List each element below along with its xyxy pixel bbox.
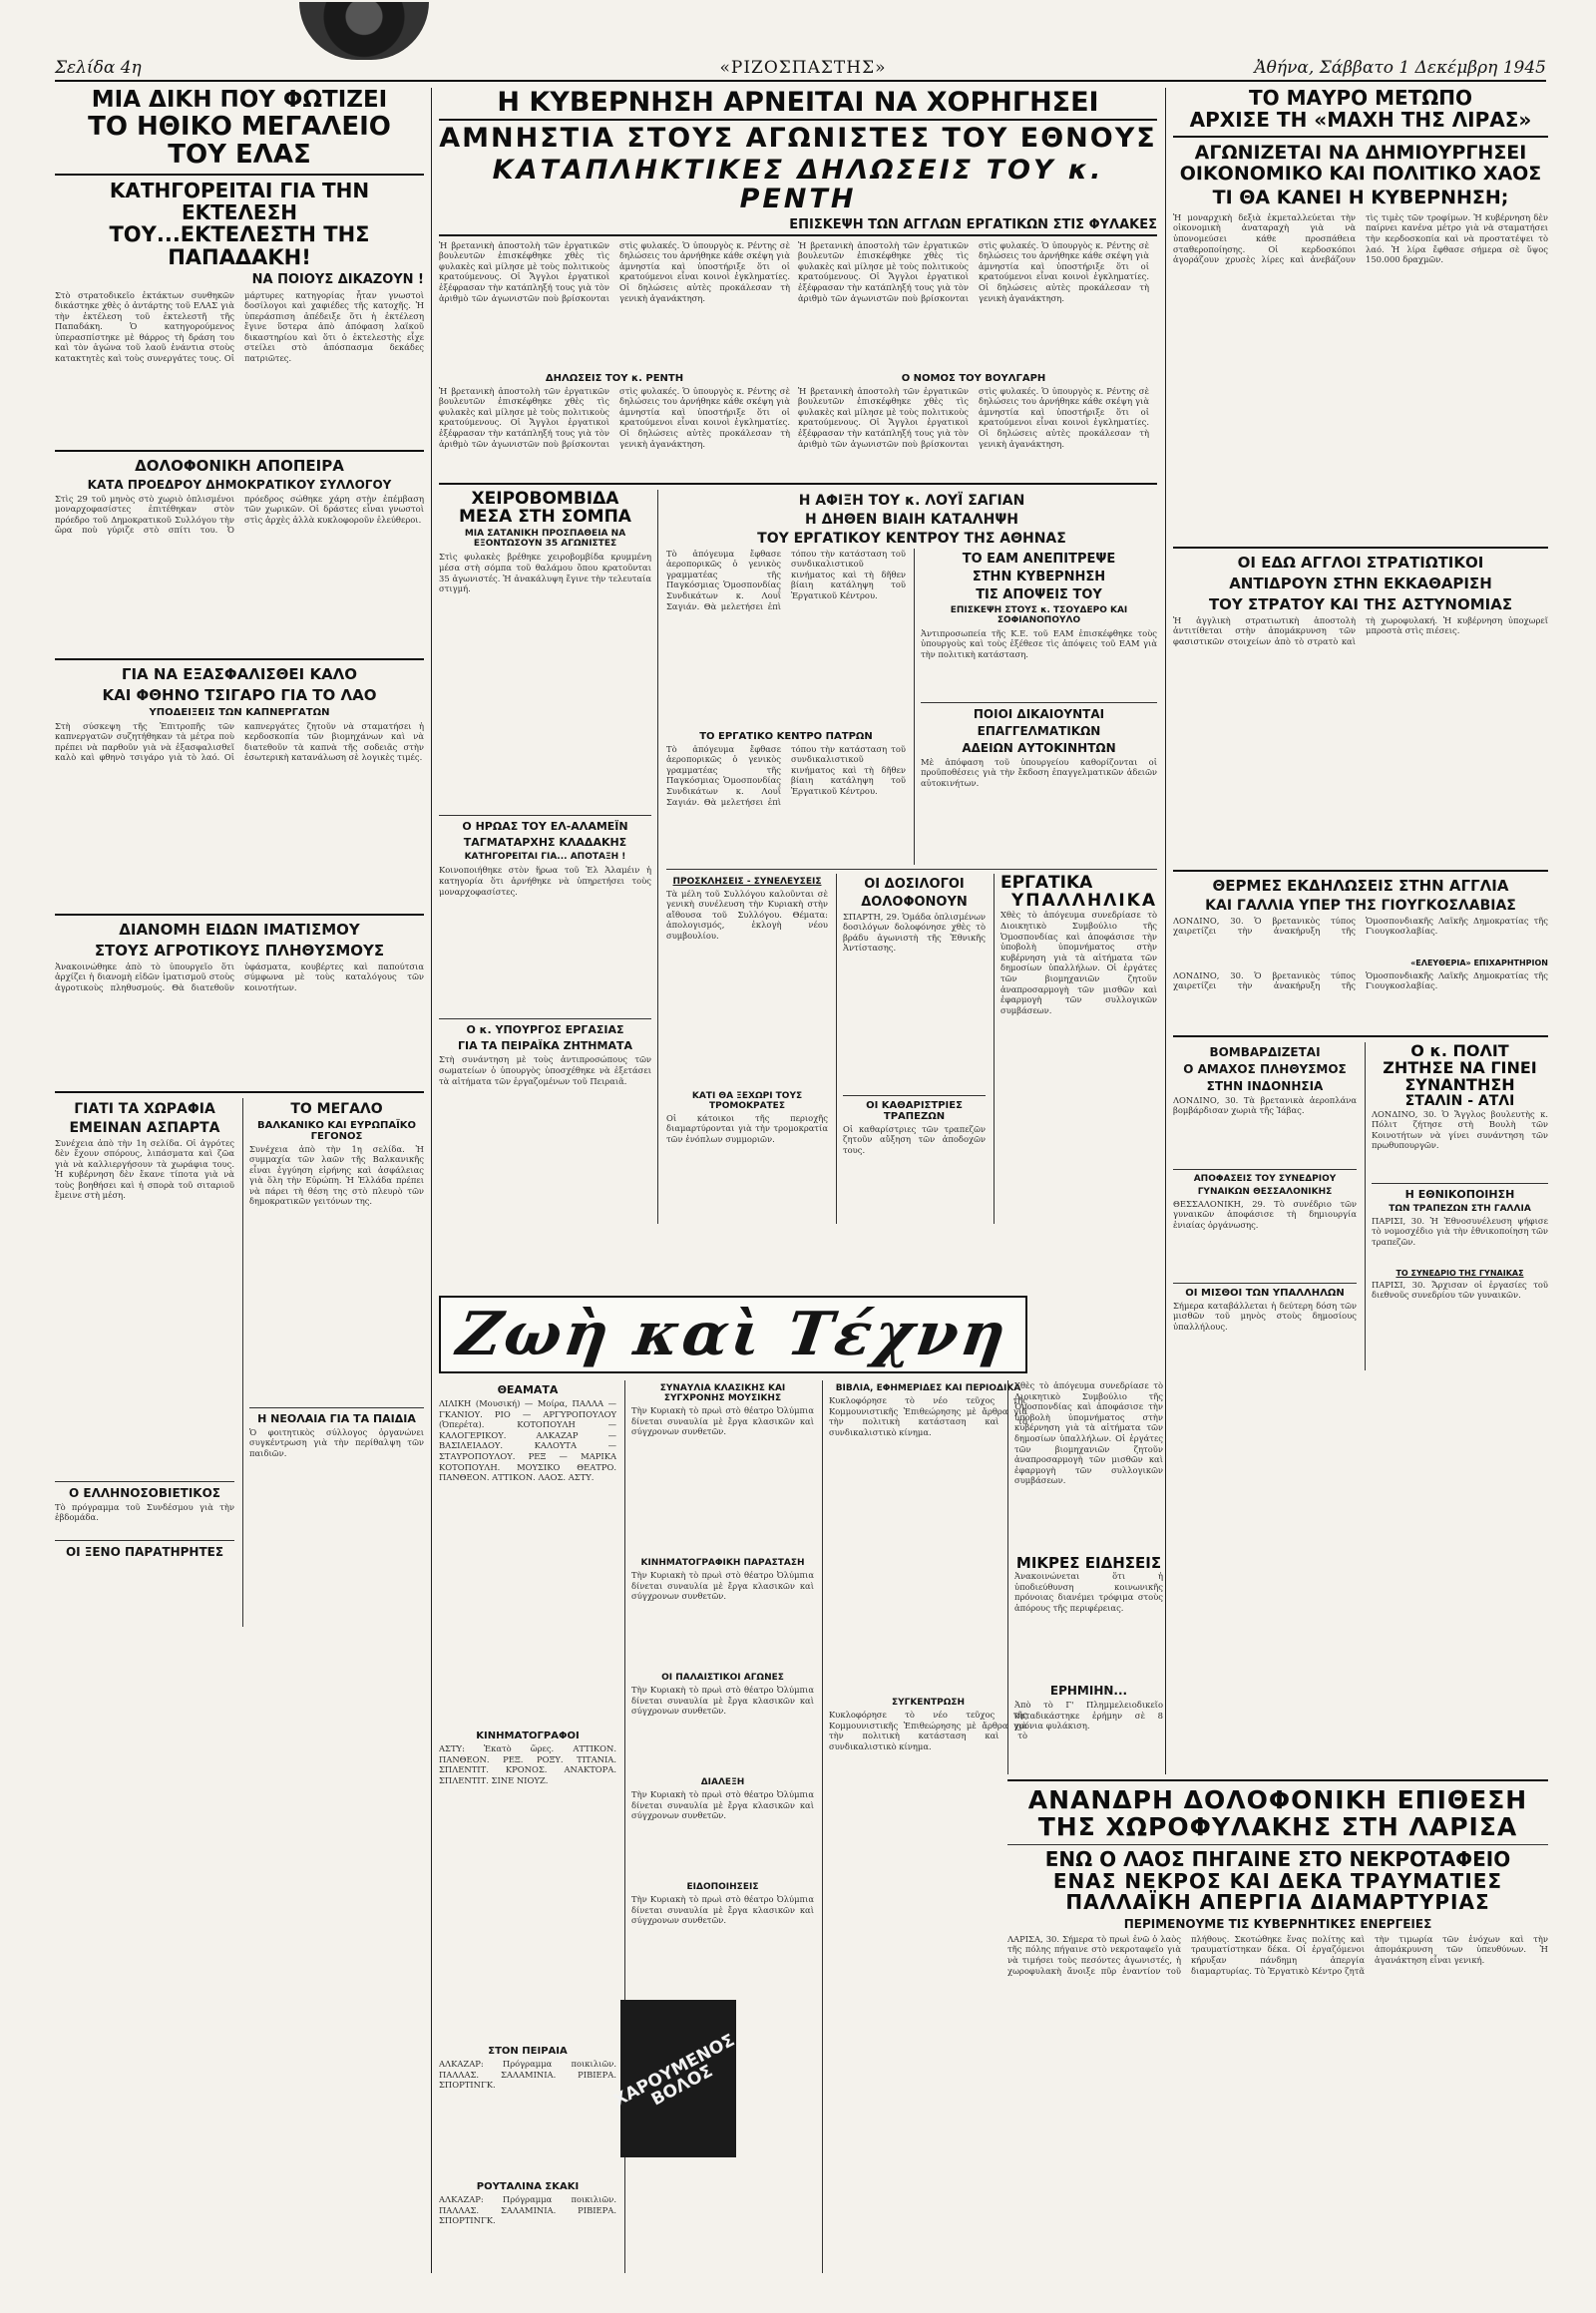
right-column	[1173, 88, 1548, 1774]
subhead: ΔΙΑΛΕΞΗ	[700, 1777, 745, 1787]
headline: ΘΕΡΜΕΣ ΕΚΔΗΛΩΣΕΙΣ ΣΤΗΝ ΑΓΓΛΙΑ	[1212, 876, 1509, 895]
subhead: ΕΙΔΟΠΟΙΗΣΕΙΣ	[686, 1882, 759, 1892]
headline: ΠΟΙΟΙ ΔΙΚΑΙΟΥΝΤΑΙ	[973, 706, 1105, 721]
article-body: Κυκλοφόρησε τὸ νέο τεῦχος τῆς Κομμουνιστικῆς Ἐπιθεώρησης μὲ ἄρθρα γιὰ τὴν πολιτικὴ κατάσταση καὶ τὸ συνδικαλιστικὸ κίνημα.	[829, 1710, 1027, 1751]
headline: ΥΠΑΛΛΗΛΙΚΑ	[1010, 890, 1157, 911]
headline: ΟΙ ΞΕΝΟ ΠΑΡΑΤΗΡΗΤΕΣ	[65, 1544, 224, 1559]
advertisement	[609, 2000, 738, 2157]
subhead: ΣΥΓΚΕΝΤΡΩΣΗ	[891, 1698, 966, 1708]
listing-body: ΑΛΚΑΖΑΡ: Πρόγραμμα ποικιλιῶν. ΠΑΛΛΑΣ. ΣΑΛΑΜΙΝΙΑ. ΡΙΒΙΕΡΑ. ΣΠΟΡΤΙΝΓΚ.	[439, 2194, 616, 2226]
headline: ΓΙΑ ΤΑ ΠΕΙΡΑΪΚΑ ΖΗΤΗΜΑΤΑ	[457, 1039, 632, 1053]
column-rule	[431, 88, 432, 2273]
subhead: ΣΥΝΑΥΛΙΑ ΚΛΑΣΙΚΗΣ ΚΑΙ ΣΥΓΧΡΟΝΗΣ ΜΟΥΣΙΚΗΣ	[659, 1383, 786, 1403]
kicker: «ΕΛΕΥΘΕΡΙΑ» ΕΠΙΧΑΡΗΤΗΡΙΟΝ	[1410, 958, 1548, 967]
headline: ΤΙ ΘΑ ΚΑΝΕΙ Η ΚΥΒΕΡΝΗΣΗ;	[1212, 187, 1509, 209]
headline: ΑΠΟΦΑΣΕΙΣ ΤΟΥ ΣΥΝΕΔΡΙΟΥ	[1193, 1173, 1337, 1184]
kicker: ΜΙΑ ΣΑΤΑΝΙΚΗ ΠΡΟΣΠΑΘΕΙΑ ΝΑ ΕΞΟΝΤΩΣΟΥΝ 35 ΑΓΩΝΙΣΤΕΣ	[464, 529, 626, 550]
headline: ΒΑΛΚΑΝΙΚΟ ΚΑΙ ΕΥΡΩΠΑΪΚΟ ΓΕΓΟΝΟΣ	[256, 1119, 417, 1142]
ad-text: ΧΑΡΟΥΜΕΝΟΣ ΒΟΛΟΣ	[609, 2030, 738, 2112]
subhead: ΟΙ ΠΑΛΑΙΣΤΙΚΟΙ ΑΓΩΝΕΣ	[661, 1673, 784, 1683]
column-rule	[1165, 88, 1166, 1774]
headline: ΓΙΑ ΝΑ ΕΞΑΣΦΑΛΙΣΘΕΙ ΚΑΛΟ	[121, 664, 358, 683]
article-body: ΛΟΝΔΙΝΟ, 30. Τὰ βρετανικὰ ἀεροπλάνα βομβάρδισαν χωριὰ τῆς Ἰάβας.	[1173, 1094, 1357, 1116]
subhead: ΡΟΥΤΑΛΙΝΑ ΣΚΑΚΙ	[476, 2181, 580, 2192]
headline: Η ΝΕΟΛΑΙΑ ΓΙΑ ΤΑ ΠΑΙΔΙΑ	[257, 1411, 416, 1425]
article-body: Στὴ σύσκεψη τῆς Ἐπιτροπῆς τῶν καπνεργατῶν συζητήθηκαν τὰ μέτρα ποὺ πρέπει νὰ παρθοῦν γιὰ νὰ ἐξασφαλισθεῖ καλὸ καὶ φθηνὸ τσιγάρο γιὰ τὸ λαό. Οἱ καπνεργάτες ζητοῦν νὰ σταματήσει ἡ κερδοσκοπία τῶν βιομηχάνων καὶ νὰ διατεθοῦν τὰ καπνὰ τῆς σοδειᾶς στὴν ἐσωτερικὴ κατανάλωση σὲ λογικὲς τιμές.	[55, 720, 424, 763]
headline: ΔΟΛΟΦΟΝΟΥΝ	[861, 894, 968, 910]
headline: ΤΟΥ...ΕΚΤΕΛΕΣΤΗ ΤΗΣ ΠΑΠΑΔΑΚΗ!	[109, 222, 370, 269]
article-body: Ἡ βρετανικὴ ἀποστολὴ τῶν ἐργατικῶν βουλευτῶν ἐπισκέφθηκε χθὲς τὶς φυλακὲς καὶ μίλησε μὲ τοὺς πολιτικοὺς κρατούμενους. Οἱ Ἄγγλοι ἐργατικοὶ ἐξέφρασαν τὴν κατάπληξή τους γιὰ τὸν ἀριθμὸ τῶν ἀγωνιστῶν ποὺ βρίσκονται στὶς φυλακές. Ὁ ὑπουργὸς κ. Ρέντης σὲ δηλώσεις του ἀρνήθηκε κάθε σκέψη γιὰ ἀμνηστία καὶ ὑποστήριξε ὅτι οἱ κρατούμενοι εἶναι κοινοὶ ἐγκληματίες. Οἱ δηλώσεις αὐτὲς προκάλεσαν τὴ γενικὴ ἀγανάκτηση.	[439, 239, 790, 303]
headline: ΤΟΥ ΣΤΡΑΤΟΥ ΚΑΙ ΤΗΣ ΑΣΤΥΝΟΜΙΑΣ	[1208, 594, 1513, 613]
headline: ΜΙΚΡΕΣ ΕΙΔΗΣΕΙΣ	[1015, 1554, 1162, 1572]
subhead: ΣΤΟΝ ΠΕΙΡΑΙΑ	[488, 2046, 568, 2057]
short-news	[1007, 1380, 1163, 1774]
kicker: ΚΑΤΗΓΟΡΕΙΤΑΙ ΓΙΑ... ΑΠΟΤΑΞΗ !	[464, 852, 626, 863]
headline: ΣΤΟΥΣ ΑΓΡΟΤΙΚΟΥΣ ΠΛΗΘΥΣΜΟΥΣ	[94, 941, 385, 960]
headline: Ο ΗΡΩΑΣ ΤΟΥ ΕΛ-ΑΛΑΜΕΪΝ	[462, 820, 628, 834]
headline: ΟΙ ΕΔΩ ΑΓΓΛΟΙ ΣΤΡΑΤΙΩΤΙΚΟΙ	[1237, 553, 1484, 572]
article-body: Οἱ κάτοικοι τῆς περιοχῆς διαμαρτύρονται γιὰ τὴν τρομοκρατία τῶν ἐνόπλων συμμοριῶν.	[666, 1112, 828, 1144]
headline: ΓΙΑΤΙ ΤΑ ΧΩΡΑΦΙΑ	[74, 1100, 215, 1117]
article-body: Τὸ πρόγραμμα τοῦ Συνδέσμου γιὰ τὴν ἑβδομάδα.	[55, 1501, 234, 1523]
article-body: Κυκλοφόρησε τὸ νέο τεῦχος τῆς Κομμουνιστικῆς Ἐπιθεώρησης μὲ ἄρθρα γιὰ τὴν πολιτικὴ κατάσταση καὶ τὸ συνδικαλιστικὸ κίνημα.	[829, 1395, 1027, 1437]
article-body: Συνέχεια ἀπὸ τὴν 1η σελίδα. Οἱ ἀγρότες δὲν ἔχουν σπόρους, λιπάσματα καὶ ζῶα γιὰ νὰ καλλιεργήσουν τὰ χωράφια τους. Ἡ κυβέρνηση δὲν ἔκανε τίποτα γιὰ νὰ τοὺς βοηθήσει καὶ ἡ σπορὰ τοῦ σιταριοῦ ἔμεινε στὴ μέση.	[55, 1137, 234, 1201]
headline: ΤΩΝ ΤΡΑΠΕΖΩΝ ΣΤΗ ΓΑΛΛΙΑ	[1389, 1203, 1531, 1214]
headline: Ο κ. ΥΠΟΥΡΓΟΣ ΕΡΓΑΣΙΑΣ	[466, 1023, 624, 1037]
article-body: Ἡ βρετανικὴ ἀποστολὴ τῶν ἐργατικῶν βουλευτῶν ἐπισκέφθηκε χθὲς τὶς φυλακὲς καὶ μίλησε μὲ τοὺς πολιτικοὺς κρατούμενους. Οἱ Ἄγγλοι ἐργατικοὶ ἐξέφρασαν τὴν κατάπληξή τους γιὰ τὸν ἀριθμὸ τῶν ἀγωνιστῶν ποὺ βρίσκονται στὶς φυλακές. Ὁ ὑπουργὸς κ. Ρέντης σὲ δηλώσεις του ἀρνήθηκε κάθε σκέψη γιὰ ἀμνηστία καὶ ὑποστήριξε ὅτι οἱ κρατούμενοι εἶναι κοινοὶ ἐγκληματίες. Οἱ δηλώσεις αὐτὲς προκάλεσαν τὴ γενικὴ ἀγανάκτηση.	[798, 385, 1149, 449]
article-body: ΠΑΡΙΣΙ, 30. Ἡ Ἐθνοσυνέλευση ψήφισε τὸ νομοσχέδιο γιὰ τὴν ἐθνικοποίηση τῶν τραπεζῶν.	[1372, 1215, 1548, 1247]
article-body: ΛΑΡΙΣΑ, 30. Σήμερα τὸ πρωὶ ἐνῶ ὁ λαὸς τῆς πόλης πήγαινε στὸ νεκροταφεῖο γιὰ νὰ τιμήσει τοὺς πεσόντες ἀγωνιστές, ἡ χωροφυλακὴ ἄνοιξε πῦρ ἐναντίον τοῦ πλήθους. Σκοτώθηκε ἕνας πολίτης καὶ τραυματίστηκαν δέκα. Οἱ ἐργαζόμενοι κήρυξαν πάνδημη ἀπεργία διαμαρτυρίας. Τὸ Ἐργατικὸ Κέντρο ζητᾶ τὴν τιμωρία τῶν ἐνόχων καὶ τὴν ἀπομάκρυνση τῶν ὑπευθύνων. Ἡ ἀγανάκτηση εἶναι γενική.	[1007, 1933, 1548, 1976]
larisa-story	[1007, 1779, 1548, 2273]
headline: ΜΕΣΑ ΣΤΗ ΣΟΜΠΑ	[459, 506, 631, 527]
article-body: Τὸ ἀπόγευμα ἔφθασε ἀεροπορικῶς ὁ γενικὸς γραμματέας τῆς Παγκόσμιας Ὁμοσπονδίας Συνδικάτων κ. Λουΐ Σαγιάν. Θὰ μελετήσει ἐπὶ τόπου τὴν κατάσταση τοῦ συνδικαλιστικοῦ κινήματος καὶ τὴ δῆθεν βίαιη κατάληψη τοῦ Ἐργατικοῦ Κέντρου.	[666, 743, 906, 807]
headline: ΤΟ ΣΥΝΕΔΡΙΟ ΤΗΣ ΓΥΝΑΙΚΑΣ	[1396, 1268, 1524, 1278]
subhead: ΒΙΒΛΙΑ, ΕΦΗΜΕΡΙΔΕΣ ΚΑΙ ΠΕΡΙΟΔΙΚΑ	[835, 1383, 1021, 1393]
headline: Η ΑΦΙΞΗ ΤΟΥ κ. ΛΟΥΪ ΣΑΓΙΑΝ	[798, 492, 1025, 509]
article-body: Τὴν Κυριακὴ τὸ πρωὶ στὸ θέατρο Ὀλύμπια δίνεται συναυλία μὲ ἔργα κλασικῶν καὶ σύγχρονων συνθετῶν.	[631, 1789, 814, 1821]
listing-body: ΛΙΛΙΚΗ (Μουσική) — Μοίρα, ΠΑΛΛΑ — ΓΚΑΝΙΟΥ. ΡΙΟ — ΑΡΓΥΡΟΠΟΥΛΟΥ (Ὀπερέτα). ΚΟΤΟΠΟΥΛΗ — ΚΑΛΟΓΕΡΙΚΟΥ. ΑΛΚΑΖΑΡ — ΒΑΣΙΛΕΙΑΔΟΥ. ΚΑΛΟΥΤΑ — ΣΤΑΥΡΟΠΟΥΛΟΥ. ΡΕΞ — ΜΑΡΙΚΑ ΚΟΤΟΠΟΥΛΗ. ΜΟΥΣΙΚΟ ΘΕΑΤΡΟ. ΠΑΝΘΕΟΝ. ΑΤΤΙΚΟΝ. ΛΑΟΣ. ΑΣΤΥ.	[439, 1398, 616, 1483]
headline: ΟΙ ΔΟΣΙΛΟΓΟΙ	[864, 876, 965, 892]
headline: ΣΤΗΝ ΙΝΔΟΝΗΣΙΑ	[1206, 1078, 1324, 1093]
article-body: Ἡ βρετανικὴ ἀποστολὴ τῶν ἐργατικῶν βουλευτῶν ἐπισκέφθηκε χθὲς τὶς φυλακὲς καὶ μίλησε μὲ τοὺς πολιτικοὺς κρατούμενους. Οἱ Ἄγγλοι ἐργατικοὶ ἐξέφρασαν τὴν κατάπληξή τους γιὰ τὸν ἀριθμὸ τῶν ἀγωνιστῶν ποὺ βρίσκονται στὶς φυλακές. Ὁ ὑπουργὸς κ. Ρέντης σὲ δηλώσεις του ἀρνήθηκε κάθε σκέψη γιὰ ἀμνηστία καὶ ὑποστήριξε ὅτι οἱ κρατούμενοι εἶναι κοινοὶ ἐγκληματίες. Οἱ δηλώσεις αὐτὲς προκάλεσαν τὴ γενικὴ ἀγανάκτηση.	[798, 239, 1149, 303]
article-body: ΠΑΡΙΣΙ, 30. Ἄρχισαν οἱ ἐργασίες τοῦ διεθνοῦς συνεδρίου τῶν γυναικῶν.	[1372, 1279, 1548, 1301]
headline: ΕΝΩ Ο ΛΑΟΣ ΠΗΓΑΙΝΕ ΣΤΟ ΝΕΚΡΟΤΑΦΕΙΟ	[1044, 1847, 1511, 1871]
page-number: Σελίδα 4η	[55, 58, 142, 78]
headline: ΤΟ ΜΕΓΑΛΟ	[290, 1100, 383, 1117]
headline: ΤΗΣ ΧΩΡΟΦΥΛΑΚΗΣ ΣΤΗ ΛΑΡΙΣΑ	[1037, 1812, 1518, 1841]
article-body: ΛΟΝΔΙΝΟ, 30. Ὁ Ἄγγλος βουλευτὴς κ. Πόλιτ ζήτησε στὴ Βουλὴ τῶν Κοινοτήτων νὰ γίνει συνάντηση τῶν πρωθυπουργῶν.	[1372, 1108, 1548, 1151]
headline: ΟΙΚΟΝΟΜΙΚΟ ΚΑΙ ΠΟΛΙΤΙΚΟ ΧΑΟΣ	[1179, 162, 1542, 185]
headline: ΑΝΑΝΔΡΗ ΔΟΛΟΦΟΝΙΚΗ ΕΠΙΘΕΣΗ	[1027, 1785, 1528, 1814]
headline: ΣΤΗΝ ΚΥΒΕΡΝΗΣΗ	[972, 569, 1106, 584]
headline: Ο ΑΜΑΧΟΣ ΠΛΗΘΥΣΜΟΣ	[1183, 1061, 1347, 1076]
headline: Η ΕΘΝΙΚΟΠΟΙΗΣΗ	[1404, 1187, 1515, 1201]
headline: ΕΡΗΜΙΗΝ...	[1049, 1684, 1128, 1699]
headline: Ο κ. ΠΟΛΙΤ	[1410, 1040, 1509, 1060]
headline: ΣΤΑΛΙΝ - ΑΤΛΙ	[1404, 1092, 1515, 1109]
main-headline: ΚΑΤΑΠΛΗΚΤΙΚΕΣ ΔΗΛΩΣΕΙΣ ΤΟΥ κ. ΡΕΝΤΗ	[492, 155, 1104, 215]
headline: ΤΑΓΜΑΤΑΡΧΗΣ ΚΛΑΔΑΚΗΣ	[463, 836, 627, 850]
headline: ΤΟΥ ΕΡΓΑΤΙΚΟΥ ΚΕΝΤΡΟΥ ΤΗΣ ΑΘΗΝΑΣ	[757, 530, 1066, 547]
article-body: Ἡ βρετανικὴ ἀποστολὴ τῶν ἐργατικῶν βουλευτῶν ἐπισκέφθηκε χθὲς τὶς φυλακὲς καὶ μίλησε μὲ τοὺς πολιτικοὺς κρατούμενους. Οἱ Ἄγγλοι ἐργατικοὶ ἐξέφρασαν τὴν κατάπληξή τους γιὰ τὸν ἀριθμὸ τῶν ἀγωνιστῶν ποὺ βρίσκονται στὶς φυλακές. Ὁ ὑπουργὸς κ. Ρέντης σὲ δηλώσεις του ἀρνήθηκε κάθε σκέψη γιὰ ἀμνηστία καὶ ὑποστήριξε ὅτι οἱ κρατούμενοι εἶναι κοινοὶ ἐγκληματίες. Οἱ δηλώσεις αὐτὲς προκάλεσαν τὴ γενικὴ ἀγανάκτηση.	[439, 385, 790, 449]
headline: ΚΑΤΙ ΘΑ ΞΕΧΩΡΙ ΤΟΥΣ ΤΡΟΜΟΚΡΑΤΕΣ	[691, 1090, 803, 1111]
headline: ΒΟΜΒΑΡΔΙΖΕΤΑΙ	[1209, 1044, 1321, 1059]
headline: ΟΙ ΚΑΘΑΡΙΣΤΡΙΕΣ ΤΡΑΠΕΖΩΝ	[866, 1099, 963, 1122]
article-body: Στὶς φυλακὲς βρέθηκε χειροβομβίδα κρυμμένη μέσα στὴ σόμπα τοῦ θαλάμου ὅπου κρατοῦνται 35 ἀγωνιστές. Ἡ ἀνακάλυψη ἔγινε τὴν τελευταία στιγμή.	[439, 552, 651, 594]
article-body: ΣΠΑΡΤΗ, 29. Ὁμάδα ὁπλισμένων δοσιλόγων δολοφόνησε χθὲς τὸ βράδυ ἀγωνιστὴ τῆς Ἐθνικῆς Ἀντίστασης.	[843, 911, 986, 954]
headline: ΤΟ ΗΘΙΚΟ ΜΕΓΑΛΕΙΟ ΤΟΥ ΕΛΑΣ	[88, 111, 391, 170]
left-column	[55, 88, 424, 2273]
headline: ΣΥΝΑΝΤΗΣΗ	[1404, 1075, 1515, 1095]
headline: ΕΡΓΑΤΙΚΑ	[1000, 872, 1093, 893]
main-headline: ΑΜΝΗΣΤΙΑ ΣΤΟΥΣ ΑΓΩΝΙΣΤΕΣ ΤΟΥ ΕΘΝΟΥΣ	[439, 123, 1157, 155]
issue-date: Ἀθήνα, Σάββατο 1 Δεκέμβρη 1945	[1254, 58, 1546, 78]
article-body: Τὴν Κυριακὴ τὸ πρωὶ στὸ θέατρο Ὀλύμπια δίνεται συναυλία μὲ ἔργα κλασικῶν καὶ σύγχρονων συνθετῶν.	[631, 1894, 814, 1926]
article-body: Στὶς 29 τοῦ μηνὸς στὸ χωριὸ ὁπλισμένοι μοναρχοφασίστες ἐπιτέθηκαν στὸν πρόεδρο τοῦ Δημοκρατικοῦ Συλλόγου τὴν ὥρα ποὺ γύριζε στὸ σπίτι του. Ὁ πρόεδρος σώθηκε χάρη στὴν ἐπέμβαση τῶν χωρικῶν. Οἱ δράστες εἶναι γνωστοὶ στὶς ἀρχὲς ἀλλὰ κυκλοφοροῦν ἐλεύθεροι.	[55, 493, 424, 536]
article-body: Χθὲς τὸ ἀπόγευμα συνεδρίασε τὸ Διοικητικὸ Συμβούλιο τῆς Ὁμοσπονδίας καὶ ἀποφάσισε τὴν ὑποβολὴ ὑπομνήματος στὴν κυβέρνηση γιὰ τὰ αἰτήματα τῶν δημοσίων ὑπαλλήλων. Οἱ ἐργάτες τῶν βιομηχανιῶν ζητοῦν ἀναπροσαρμογὴ τῶν μισθῶν καὶ ἐφαρμογὴ τῶν συλλογικῶν συμβάσεων.	[1014, 1380, 1163, 1486]
headline: ΔΟΛΟΦΟΝΙΚΗ ΑΠΟΠΕΙΡΑ	[135, 456, 344, 475]
headline: ΖΗΤΗΣΕ ΝΑ ΓΙΝΕΙ	[1383, 1058, 1537, 1077]
listing-body: ΑΣΤΥ: Ἑκατὸ ὥρες. ΑΤΤΙΚΟΝ. ΠΑΝΘΕΟΝ. ΡΕΞ. ΡΟΞΥ. ΤΙΤΑΝΙΑ. ΣΠΛΕΝΤΙΤ. ΚΡΟΝΟΣ. ΑΝΑΚΤΟΡΑ. ΣΠΛΕΝΤΙΤ. ΣΙΝΕ ΝΙΟΥΖ.	[439, 1743, 616, 1785]
article-body: Τὴν Κυριακὴ τὸ πρωὶ στὸ θέατρο Ὀλύμπια δίνεται συναυλία μὲ ἔργα κλασικῶν καὶ σύγχρονων συνθετῶν.	[631, 1570, 814, 1602]
kicker: ΥΠΟΔΕΙΞΕΙΣ ΤΩΝ ΚΑΠΝΕΡΓΑΤΩΝ	[149, 706, 330, 718]
article-body: ΘΕΣΣΑΛΟΝΙΚΗ, 29. Τὸ συνέδριο τῶν γυναικῶν ἀποφάσισε τὴ δημιουργία ἑνιαίας ὀργάνωσης.	[1173, 1198, 1357, 1230]
subhead: ΤΟ ΕΡΓΑΤΙΚΟ ΚΕΝΤΡΟ ΠΑΤΡΩΝ	[699, 730, 873, 742]
headline: ΔΙΑΝΟΜΗ ΕΙΔΩΝ ΙΜΑΤΙΣΜΟΥ	[119, 920, 360, 939]
article-body: Ἀπὸ τὸ Γ' Πλημμελειοδικεῖο καταδικάστηκε ἐρήμην σὲ 8 χρόνια φυλάκιση.	[1014, 1700, 1163, 1732]
headline: ΚΑΙ ΓΑΛΛΙΑ ΥΠΕΡ ΤΗΣ ΓΙΟΥΓΚΟΣΛΑΒΙΑΣ	[1205, 897, 1516, 914]
article-body: Τὴν Κυριακὴ τὸ πρωὶ στὸ θέατρο Ὀλύμπια δίνεται συναυλία μὲ ἔργα κλασικῶν καὶ σύγχρονων συνθετῶν.	[631, 1685, 814, 1717]
headline: ΕΠΑΓΓΕΛΜΑΤΙΚΩΝ	[977, 723, 1101, 738]
article-body: Σήμερα καταβάλλεται ἡ δεύτερη δόση τῶν μισθῶν τοῦ μηνὸς στοὺς δημοσίους ὑπαλλήλους.	[1173, 1300, 1357, 1332]
article-body: Συνέχεια ἀπὸ τὴν 1η σελίδα. Ἡ συμμαχία τῶν λαῶν τῆς Βαλκανικῆς εἶναι ἐγγύηση εἰρήνης καὶ ἀσφάλειας γιὰ ὅλη τὴν Εὐρώπη. Ἡ Ἑλλάδα πρέπει νὰ πάρει τὴ θέση της στὸ πλευρὸ τῶν δημοκρατικῶν γειτόνων της.	[249, 1143, 424, 1207]
headline: ΑΓΩΝΙΖΕΤΑΙ ΝΑ ΔΗΜΙΟΥΡΓΗΣΕΙ	[1194, 142, 1527, 165]
article-body: Ἡ ἀγγλικὴ στρατιωτικὴ ἀποστολὴ ἀντιτίθεται στὴν ἀπομάκρυνση τῶν φασιστικῶν στοιχείων ἀπὸ τὸ στρατὸ καὶ τὴ χωροφυλακή. Ἡ κυβέρνηση ὑποχωρεῖ μπροστὰ στὶς πιέσεις.	[1173, 614, 1548, 646]
headline: ΕΜΕΙΝΑΝ ΑΣΠΑΡΤΑ	[69, 1119, 220, 1136]
headline: ΜΙΑ ΔΙΚΗ ΠΟΥ ΦΩΤΙΖΕΙ	[91, 88, 388, 113]
article-body: Τὰ μέλη τοῦ Συλλόγου καλοῦνται σὲ γενικὴ συνέλευση τὴν Κυριακὴ στὴν αἴθουσα τοῦ Συλλόγου. Θέματα: ἀπολογισμός, ἐκλογὴ νέου συμβουλίου.	[666, 888, 828, 941]
headline: ΠΡΟΣΚΛΗΣΕΙΣ - ΣΥΝΕΛΕΥΣΕΙΣ	[672, 876, 822, 887]
article-body: Τὸ ἀπόγευμα ἔφθασε ἀεροπορικῶς ὁ γενικὸς γραμματέας τῆς Παγκόσμιας Ὁμοσπονδίας Συνδικάτων κ. Λουΐ Σαγιάν. Θὰ μελετήσει ἐπὶ τόπου τὴν κατάσταση τοῦ συνδικαλιστικοῦ κινήματος καὶ τὴ δῆθεν βίαιη κατάληψη τοῦ Ἐργατικοῦ Κέντρου.	[666, 548, 906, 611]
kicker: ΕΠΙΣΚΕΨΗ ΣΤΟΥΣ κ. ΤΣΟΥΔΕΡΟ ΚΑΙ ΣΟΦΙΑΝΟΠΟΥΛΟ	[950, 604, 1128, 625]
subhead: ΚΙΝΗΜΑΤΟΓΡΑΦΙΚΗ ΠΑΡΑΣΤΑΣΗ	[640, 1558, 805, 1568]
headline: Ο ΕΛΛΗΝΟΣΟΒΙΕΤΙΚΟΣ	[69, 1485, 220, 1500]
masthead	[55, 56, 1546, 82]
article-body: ΛΟΝΔΙΝΟ, 30. Ὁ βρετανικὸς τύπος χαιρετίζει τὴν ἀνακήρυξη τῆς Ὁμοσπονδιακῆς Λαϊκῆς Δημοκρατίας τῆς Γιουγκοσλαβίας.	[1173, 969, 1548, 991]
kicker: ΝΑ ΠΟΙΟΥΣ ΔΙΚΑΖΟΥΝ !	[251, 271, 424, 287]
headline: ΤΟ ΜΑΥΡΟ ΜΕΤΩΠΟ	[1248, 88, 1473, 110]
culture-section-banner	[439, 1296, 1027, 1373]
headline: ΚΑΤΗΓΟΡΕΙΤΑΙ ΓΙΑ ΤΗΝ ΕΚΤΕΛΕΣΗ	[109, 178, 370, 224]
headline: ΧΕΙΡΟΒΟΜΒΙΔΑ	[471, 488, 619, 509]
subhead: ΚΙΝΗΜΑΤΟΓΡΑΦΟΙ	[476, 1731, 580, 1741]
listing-body: ΑΛΚΑΖΑΡ: Πρόγραμμα ποικιλιῶν. ΠΑΛΛΑΣ. ΣΑΛΑΜΙΝΙΑ. ΡΙΒΙΕΡΑ. ΣΠΟΡΤΙΝΓΚ.	[439, 2059, 616, 2091]
subhead: Ο ΝΟΜΟΣ ΤΟΥ ΒΟΥΛΓΑΡΗ	[901, 372, 1046, 384]
center-column	[439, 88, 1157, 1290]
article-body: Ὁ φοιτητικὸς σύλλογος ὀργανώνει συγκέντρωση γιὰ τὴν περίθαλψη τῶν παιδιῶν.	[249, 1426, 424, 1458]
article-body: Ἀντιπροσωπεία τῆς Κ.Ε. τοῦ ΕΑΜ ἐπισκέφθηκε τοὺς ὑπουργοὺς καὶ τοὺς ἐξέθεσε τὶς ἀπόψεις τοῦ ΕΑΜ γιὰ τὴν πολιτικὴ κατάσταση.	[921, 627, 1157, 659]
article-body: Τὴν Κυριακὴ τὸ πρωὶ στὸ θέατρο Ὀλύμπια δίνεται συναυλία μὲ ἔργα κλασικῶν καὶ σύγχρονων συνθετῶν.	[631, 1405, 814, 1437]
paper-name: «ΡΙΖΟΣΠΑΣΤΗΣ»	[719, 58, 887, 78]
article-body: ΛΟΝΔΙΝΟ, 30. Ὁ βρετανικὸς τύπος χαιρετίζει τὴν ἀνακήρυξη τῆς Ὁμοσπονδιακῆς Λαϊκῆς Δημοκρατίας τῆς Γιουγκοσλαβίας.	[1173, 915, 1548, 937]
article-body: Στὴ συνάντηση μὲ τοὺς ἀντιπροσώπους τῶν σωματείων ὁ ὑπουργὸς ὑποσχέθηκε νὰ ἐξετάσει τὰ αἰτήματα τῶν ἐργαζομένων τοῦ Πειραιᾶ.	[439, 1054, 651, 1086]
article-body: Χθὲς τὸ ἀπόγευμα συνεδρίασε τὸ Διοικητικὸ Συμβούλιο τῆς Ὁμοσπονδίας καὶ ἀποφάσισε τὴν ὑποβολὴ ὑπομνήματος στὴν κυβέρνηση γιὰ τὰ αἰτήματα τῶν δημοσίων ὑπαλλήλων. Οἱ ἐργάτες τῶν βιομηχανιῶν ζητοῦν ἀναπροσαρμογὴ τῶν μισθῶν καὶ ἐφαρμογὴ τῶν συλλογικῶν συμβάσεων.	[1000, 910, 1157, 1015]
article-body: Ἀνακοινώθηκε ἀπὸ τὸ ὑπουργεῖο ὅτι ἀρχίζει ἡ διανομὴ εἰδῶν ἱματισμοῦ στοὺς ἀγροτικοὺς πληθυσμούς. Θὰ διατεθοῦν ὑφάσματα, κουβέρτες καὶ παπούτσια σύμφωνα μὲ τοὺς καταλόγους τῶν κοινοτήτων.	[55, 961, 424, 992]
headline: ΠΑΛΛΑΪΚΗ ΑΠΕΡΓΙΑ ΔΙΑΜΑΡΤΥΡΙΑΣ	[1065, 1890, 1490, 1915]
section-title: Ζωὴ καὶ Τέχνη	[453, 1300, 1013, 1369]
headline: ΤΟ ΕΑΜ ΑΝΕΠΙΤΡΕΨΕ	[962, 551, 1116, 567]
headline: ΑΔΕΙΩΝ ΑΥΤΟΚΙΝΗΤΩΝ	[962, 740, 1116, 755]
headline: ΤΙΣ ΑΠΟΨΕΙΣ ΤΟΥ	[976, 586, 1102, 602]
subhead: ΘΕΑΜΑΤΑ	[497, 1383, 559, 1396]
masthead-logo	[299, 2, 429, 60]
headline: Η ΔΗΘΕΝ ΒΙΑΙΗ ΚΑΤΑΛΗΨΗ	[805, 511, 1018, 528]
headline: ΕΝΑΣ ΝΕΚΡΟΣ ΚΑΙ ΔΕΚΑ ΤΡΑΥΜΑΤΙΕΣ	[1052, 1868, 1503, 1893]
main-headline: Η ΚΥΒΕΡΝΗΣΗ ΑΡΝΕΙΤΑΙ ΝΑ ΧΟΡΗΓΗΣΕΙ	[439, 88, 1157, 121]
article-body: Κοινοποιήθηκε στὸν ἥρωα τοῦ Ἐλ Ἀλαμέιν ἡ κατηγορία ὅτι ἀρνήθηκε νὰ ὑπηρετήσει τοὺς μοναρχοφασίστες.	[439, 865, 651, 897]
kicker: ΠΕΡΙΜΕΝΟΥΜΕ ΤΙΣ ΚΥΒΕΡΝΗΤΙΚΕΣ ΕΝΕΡΓΕΙΕΣ	[1123, 1916, 1432, 1931]
subhead: ΔΗΛΩΣΕΙΣ ΤΟΥ κ. ΡΕΝΤΗ	[545, 372, 684, 384]
article-body: Μὲ ἀπόφαση τοῦ ὑπουργείου καθορίζονται οἱ προϋποθέσεις γιὰ τὴν ἔκδοση ἐπαγγελματικῶν ἀδειῶν αὐτοκινήτων.	[921, 756, 1157, 788]
headline: ΚΑΙ ΦΘΗΝΟ ΤΣΙΓΑΡΟ ΓΙΑ ΤΟ ΛΑΟ	[102, 685, 377, 704]
headline: ΟΙ ΜΙΣΘΟΙ ΤΩΝ ΥΠΑΛΛΗΛΩΝ	[1185, 1287, 1345, 1299]
headline: ΑΝΤΙΔΡΟΥΝ ΣΤΗΝ ΕΚΚΑΘΑΡΙΣΗ	[1229, 574, 1492, 592]
article-body: Οἱ καθαρίστριες τῶν τραπεζῶν ζητοῦν αὔξηση τῶν ἀποδοχῶν τους.	[843, 1123, 986, 1155]
article-body: Ἀνακοινώνεται ὅτι ἡ ὑποδιεύθυνση κοινωνικῆς πρόνοιας διανέμει τρόφιμα στοὺς ἀπόρους τῆς περιφέρειας.	[1014, 1571, 1163, 1613]
headline: ΓΥΝΑΙΚΩΝ ΘΕΣΣΑΛΟΝΙΚΗΣ	[1197, 1186, 1333, 1197]
article-body: Ἡ μοναρχικὴ δεξιὰ ἐκμεταλλεύεται τὴν οἰκονομικὴ ἀναταραχὴ γιὰ νὰ ὑπονομεύσει κάθε προσπάθεια σταθεροποίησης. Οἱ κερδοσκόποι ἀγοράζουν χρυσὲς λίρες καὶ ἀνεβάζουν τὶς τιμὲς τῶν τροφίμων. Ἡ κυβέρνηση δὲν παίρνει κανένα μέτρο γιὰ νὰ σταματήσει τὴν κερδοσκοπία καὶ νὰ προστατέψει τὸ λαό. Ἡ λίρα ἔφθασε σήμερα σὲ ὕψος 150.000 δραχμῶν.	[1173, 211, 1548, 265]
headline: ΚΑΤΑ ΠΡΟΕΔΡΟΥ ΔΗΜΟΚΡΑΤΙΚΟΥ ΣΥΛΛΟΓΟΥ	[87, 477, 392, 492]
kicker: ΕΠΙΣΚΕΨΗ ΤΩΝ ΑΓΓΛΩΝ ΕΡΓΑΤΙΚΩΝ ΣΤΙΣ ΦΥΛΑΚΕΣ	[439, 217, 1157, 236]
headline: ΑΡΧΙΣΕ ΤΗ «ΜΑΧΗ ΤΗΣ ΛΙΡΑΣ»	[1189, 107, 1532, 132]
article-body: Στὸ στρατοδικεῖο ἐκτάκτων συνθηκῶν δικάστηκε χθὲς ὁ ἀντάρτης τοῦ ΕΛΑΣ γιὰ τὴν ἐκτέλεση τοῦ ἐκτελεστῆ τῆς Παπαδάκη. Ὁ κατηγορούμενος ὑπερασπίστηκε μὲ θάρρος τὴ δράση του καὶ τὸν ἀγώνα τοῦ λαοῦ ἐνάντια στοὺς κατακτητὲς καὶ τοὺς συνεργάτες τους. Οἱ μάρτυρες κατηγορίας ἦταν γνωστοὶ δοσίλογοι καὶ χαφιέδες τῆς κατοχῆς. Ἡ ὑπεράσπιση ἀπέδειξε ὅτι ἡ ἐκτέλεση ἔγινε ὕστερα ἀπὸ ἀπόφαση λαϊκοῦ δικαστηρίου καὶ ὅτι ὁ ἐκτελεστὴς εἶχε στείλει στὸ ἀπόσπασμα δεκάδες πατριῶτες.	[55, 289, 424, 364]
